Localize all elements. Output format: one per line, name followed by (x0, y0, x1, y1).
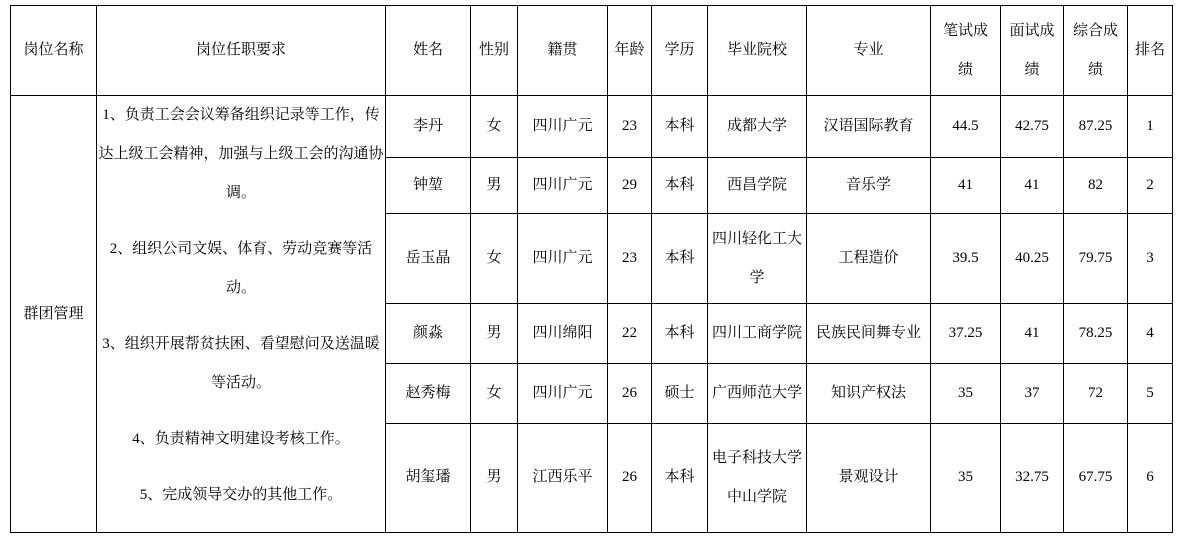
cell-school: 广西师范大学 (708, 363, 807, 423)
header-written-score: 笔试成绩 (931, 6, 1001, 96)
cell-school: 电子科技大学中山学院 (708, 423, 807, 532)
cell-written: 37.25 (931, 304, 1001, 363)
table-row (11, 96, 1173, 158)
cell-interview: 37 (1001, 363, 1064, 423)
cell-gender: 女 (471, 363, 518, 423)
cell-major: 音乐学 (807, 158, 931, 214)
cell-school: 西昌学院 (708, 158, 807, 214)
cell-written: 35 (931, 363, 1001, 423)
cell-gender: 男 (471, 304, 518, 363)
cell-degree: 硕士 (652, 363, 708, 423)
cell-rank: 5 (1128, 363, 1173, 423)
header-school: 毕业院校 (708, 6, 807, 96)
cell-interview: 42.75 (1001, 96, 1064, 158)
cell-age: 22 (608, 304, 652, 363)
cell-degree: 本科 (652, 96, 708, 158)
cell-gender: 男 (471, 158, 518, 214)
cell-rank: 6 (1128, 423, 1173, 532)
position-name-cell: 群团管理 (11, 96, 97, 533)
cell-age: 23 (608, 214, 652, 304)
cell-rank: 1 (1128, 96, 1173, 158)
cell-origin: 四川广元 (518, 96, 608, 158)
cell-major: 知识产权法 (807, 363, 931, 423)
cell-rank: 2 (1128, 158, 1173, 214)
cell-gender: 女 (471, 214, 518, 304)
header-rank: 排名 (1128, 6, 1173, 96)
cell-total: 79.75 (1064, 214, 1128, 304)
header-interview-score: 面试成绩 (1001, 6, 1064, 96)
requirement-item: 5、完成领导交办的其他工作。 (139, 487, 343, 503)
header-requirements: 岗位任职要求 (97, 6, 386, 96)
requirement-item: 2、组织公司文娱、体育、劳动竞赛等活动。 (109, 241, 373, 296)
cell-rank: 4 (1128, 304, 1173, 363)
cell-age: 26 (608, 423, 652, 532)
cell-age: 26 (608, 363, 652, 423)
cell-school: 成都大学 (708, 96, 807, 158)
cell-interview: 32.75 (1001, 423, 1064, 532)
cell-major: 景观设计 (807, 423, 931, 532)
cell-name: 钟堃 (386, 158, 471, 214)
header-row (11, 6, 1173, 96)
cell-interview: 40.25 (1001, 214, 1064, 304)
cell-name: 颜淼 (386, 304, 471, 363)
cell-total: 67.75 (1064, 423, 1128, 532)
header-name: 姓名 (386, 6, 471, 96)
cell-total: 87.25 (1064, 96, 1128, 158)
cell-origin: 江西乐平 (518, 423, 608, 532)
cell-school: 四川工商学院 (708, 304, 807, 363)
cell-interview: 41 (1001, 158, 1064, 214)
header-total-score: 综合成绩 (1064, 6, 1128, 96)
cell-age: 29 (608, 158, 652, 214)
header-position: 岗位名称 (11, 6, 97, 96)
cell-origin: 四川广元 (518, 214, 608, 304)
cell-major: 汉语国际教育 (807, 96, 931, 158)
cell-name: 李丹 (386, 96, 471, 158)
header-age: 年龄 (608, 6, 652, 96)
cell-origin: 四川绵阳 (518, 304, 608, 363)
cell-written: 44.5 (931, 96, 1001, 158)
cell-degree: 本科 (652, 214, 708, 304)
requirement-item: 3、组织开展帮贫扶困、看望慰问及送温暖等活动。 (102, 336, 380, 391)
cell-degree: 本科 (652, 423, 708, 532)
cell-total: 72 (1064, 363, 1128, 423)
requirement-item: 1、负责工会会议筹备组织记录等工作，传达上级工会精神，加强与上级工会的沟通协调。 (98, 107, 384, 201)
cell-written: 41 (931, 158, 1001, 214)
cell-school: 四川轻化工大学 (708, 214, 807, 304)
cell-origin: 四川广元 (518, 158, 608, 214)
cell-name: 岳玉晶 (386, 214, 471, 304)
cell-written: 35 (931, 423, 1001, 532)
header-gender: 性别 (471, 6, 518, 96)
cell-origin: 四川广元 (518, 363, 608, 423)
cell-written: 39.5 (931, 214, 1001, 304)
cell-age: 23 (608, 96, 652, 158)
header-major: 专业 (807, 6, 931, 96)
cell-major: 民族民间舞专业 (807, 304, 931, 363)
header-origin: 籍贯 (518, 6, 608, 96)
cell-rank: 3 (1128, 214, 1173, 304)
cell-degree: 本科 (652, 158, 708, 214)
cell-gender: 女 (471, 96, 518, 158)
cell-total: 78.25 (1064, 304, 1128, 363)
header-degree: 学历 (652, 6, 708, 96)
cell-total: 82 (1064, 158, 1128, 214)
requirement-item: 4、负责精神文明建设考核工作。 (132, 431, 350, 447)
cell-degree: 本科 (652, 304, 708, 363)
recruitment-results-table (10, 5, 1173, 533)
position-requirements-cell (97, 96, 386, 533)
cell-interview: 41 (1001, 304, 1064, 363)
cell-name: 胡玺璠 (386, 423, 471, 532)
cell-name: 赵秀梅 (386, 363, 471, 423)
cell-gender: 男 (471, 423, 518, 532)
cell-major: 工程造价 (807, 214, 931, 304)
